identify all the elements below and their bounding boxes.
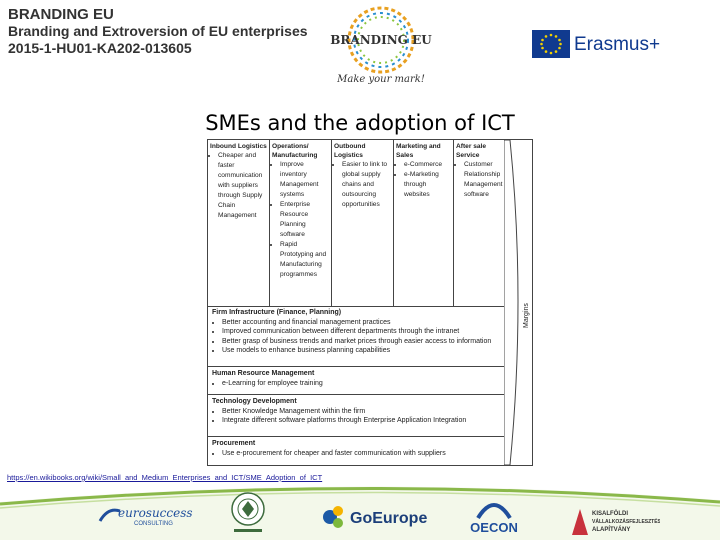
support-human-resource-management — [208, 367, 504, 395]
university-seal-logo — [228, 489, 268, 537]
support-item: • e-Learning for employee training — [222, 379, 500, 389]
activity-item: • Enterprise Resource Planning software — [280, 200, 329, 240]
activity-item: • Cheaper and faster communication with suppliers through Supply Chain Management — [218, 151, 267, 221]
oecon-wordmark: OECON — [470, 520, 518, 535]
oecon-logo — [468, 490, 520, 538]
support-item: • Better grasp of business trends and market prices through easier access to information — [222, 337, 500, 347]
primary-activity-inbound-logistics — [208, 140, 270, 306]
primary-activities-row — [208, 140, 504, 307]
support-firm-infrastructure — [208, 306, 504, 367]
support-procurement — [208, 437, 504, 465]
primary-activity-marketing-sales — [394, 140, 454, 306]
activity-item: • e-Commerce — [404, 160, 451, 170]
support-item: • Integrate different software platforms through Enterprise Application Integration — [222, 416, 500, 426]
activity-item: • Easier to link to global supply chains and outsourcing opportunities — [342, 160, 391, 210]
project-header — [8, 6, 338, 57]
margin-label-text: Margins — [523, 303, 530, 328]
eurosuccess-subtitle: CONSULTING — [134, 521, 173, 527]
branding-eu-logo-tagline: Make your mark! — [337, 74, 425, 85]
activity-heading: Marketing and Sales — [396, 143, 441, 159]
support-item: • Better Knowledge Management within the firm — [222, 407, 500, 417]
eu-flag-icon — [532, 30, 570, 58]
activity-heading: Outbound Logistics — [334, 143, 366, 159]
support-technology-development — [208, 395, 504, 437]
kisalfoldi-name-line2: VÁLLALKOZÁSFEJLESZTÉSI — [592, 519, 660, 525]
kisalfoldi-foundation-logo — [570, 505, 660, 537]
activity-heading: After sale Service — [456, 143, 487, 159]
support-item: • Improved communication between different departments through the intranet — [222, 327, 500, 337]
project-number: 2015-1-HU01-KA202-013605 — [8, 40, 192, 56]
erasmus-plus-logo — [532, 30, 660, 60]
primary-activity-after-sale-service — [454, 140, 504, 306]
activity-heading: Inbound Logistics — [210, 143, 267, 150]
support-heading: Technology Development — [212, 398, 297, 405]
activity-heading: Operations/ Manufacturing — [272, 143, 318, 159]
kisalfoldi-name-line1: KISALFÖLDI — [592, 511, 628, 517]
goeurope-logo — [320, 503, 430, 531]
eurosuccess-logo — [98, 503, 194, 529]
support-heading: Firm Infrastructure (Finance, Planning) — [212, 309, 342, 316]
support-heading: Procurement — [212, 440, 256, 447]
kisalfoldi-triangle-icon — [572, 509, 588, 535]
margin-label — [518, 280, 532, 330]
slide-title: SMEs and the adoption of ICT — [205, 111, 515, 135]
project-full-title: Branding and Extroversion of EU enterprises — [8, 23, 308, 39]
activity-item: • Customer Relationship Management software — [464, 160, 502, 200]
support-item: • Use e-procurement for cheaper and faster communication with suppliers — [222, 449, 500, 459]
branding-eu-logo-name: BRANDING EU — [330, 33, 432, 47]
activity-item: • Improve inventory Management systems — [280, 160, 329, 200]
branding-eu-logo — [330, 2, 432, 90]
source-link[interactable]: https://en.wikibooks.org/wiki/Small_and_Medium_Enterprises_and_ICT/SME_Adoption_of_ICT — [7, 473, 323, 482]
primary-activity-outbound-logistics — [332, 140, 394, 306]
primary-activity-operations — [270, 140, 332, 306]
activity-item: • e-Marketing through websites — [404, 170, 451, 200]
support-item: • Better accounting and financial management practices — [222, 318, 500, 328]
project-acronym: BRANDING EU — [8, 6, 114, 23]
value-chain-diagram — [207, 139, 533, 466]
erasmus-plus-wordmark: Erasmus+ — [574, 34, 661, 55]
kisalfoldi-name-line3: ALAPÍTVÁNY — [592, 527, 631, 533]
eurosuccess-wordmark: eurosuccess — [118, 506, 193, 520]
goeurope-mark-icon — [323, 506, 343, 528]
goeurope-wordmark: GoEurope — [350, 510, 428, 527]
support-heading: Human Resource Management — [212, 370, 315, 377]
activity-item: • Rapid Prototyping and Manufacturing programmes — [280, 240, 329, 280]
support-item: • Use models to enhance business planning capabilities — [222, 346, 500, 356]
